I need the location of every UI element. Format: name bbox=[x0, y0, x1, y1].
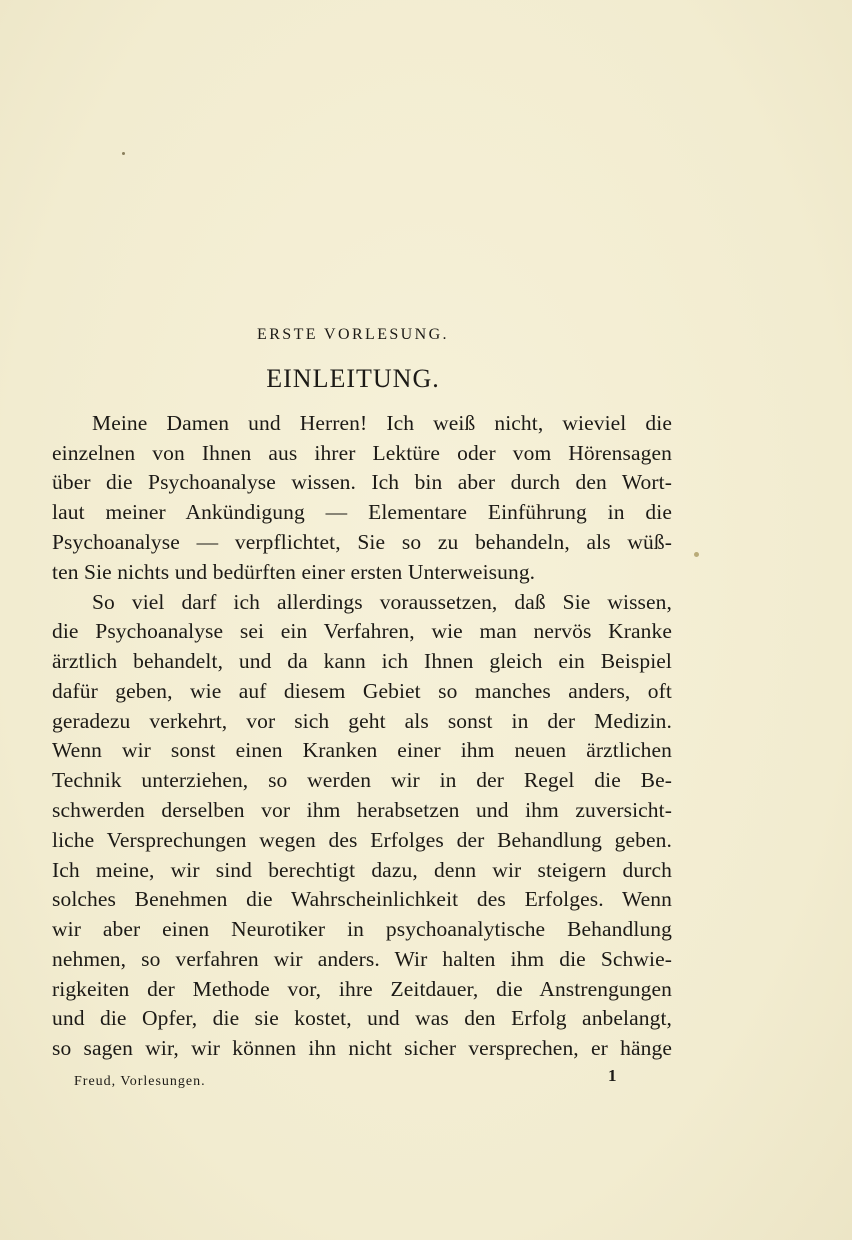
text-line: So viel darf ich allerdings voraussetzen, daß Sie wissen, bbox=[92, 590, 672, 614]
text-line: Psychoanalyse — verpflichtet, Sie so zu behandeln, als wüß- bbox=[52, 530, 672, 554]
text-line: solches Benehmen die Wahrscheinlichkeit des Erfolges. Wenn bbox=[52, 887, 672, 911]
page-number: 1 bbox=[608, 1066, 617, 1085]
paper-speck bbox=[122, 152, 125, 155]
text-line: Wenn wir sonst einen Kranken einer ihm neuen ärztlichen bbox=[52, 738, 672, 762]
text-line: wir aber einen Neurotiker in psychoanalytische Behandlung bbox=[52, 917, 672, 941]
text-line: schwerden derselben vor ihm herabsetzen und ihm zuversicht- bbox=[52, 798, 672, 822]
text-line: Ich meine, wir sind berechtigt dazu, denn wir steigern durch bbox=[52, 858, 672, 882]
text-line: geradezu verkehrt, vor sich geht als sonst in der Medizin. bbox=[52, 709, 672, 733]
text-line: und die Opfer, die sie kostet, und was den Erfolg anbelangt, bbox=[52, 1006, 672, 1030]
text-line: Meine Damen und Herren! Ich weiß nicht, wieviel die bbox=[92, 411, 672, 435]
text-line: nehmen, so verfahren wir anders. Wir halten ihm die Schwie- bbox=[52, 947, 672, 971]
text-line: Technik unterziehen, so werden wir in der Regel die Be- bbox=[52, 768, 672, 792]
text-line: ten Sie nichts und bedürften einer ersten Unterweisung. bbox=[52, 560, 536, 584]
text-line: die Psychoanalyse sei ein Verfahren, wie man nervös Kranke bbox=[52, 619, 672, 643]
running-footer: Freud, Vorlesungen. bbox=[74, 1074, 206, 1089]
text-line: ärztlich behandelt, und da kann ich Ihnen gleich ein Beispiel bbox=[52, 649, 672, 673]
text-line: rigkeiten der Methode vor, ihre Zeitdauer, die Anstrengungen bbox=[52, 977, 672, 1001]
chapter-title: EINLEITUNG. bbox=[266, 364, 440, 393]
paper-speck bbox=[694, 552, 699, 557]
text-line: einzelnen von Ihnen aus ihrer Lektüre oder vom Hörensagen bbox=[52, 441, 672, 465]
lecture-number: ERSTE VORLESUNG. bbox=[257, 326, 449, 343]
text-line: über die Psychoanalyse wissen. Ich bin aber durch den Wort- bbox=[52, 470, 672, 494]
text-line: dafür geben, wie auf diesem Gebiet so manches anders, oft bbox=[52, 679, 672, 703]
text-line: liche Versprechungen wegen des Erfolges der Behandlung geben. bbox=[52, 828, 672, 852]
text-line: so sagen wir, wir können ihn nicht sicher versprechen, er hänge bbox=[52, 1036, 672, 1060]
text-line: laut meiner Ankündigung — Elementare Einführung in die bbox=[52, 500, 672, 524]
